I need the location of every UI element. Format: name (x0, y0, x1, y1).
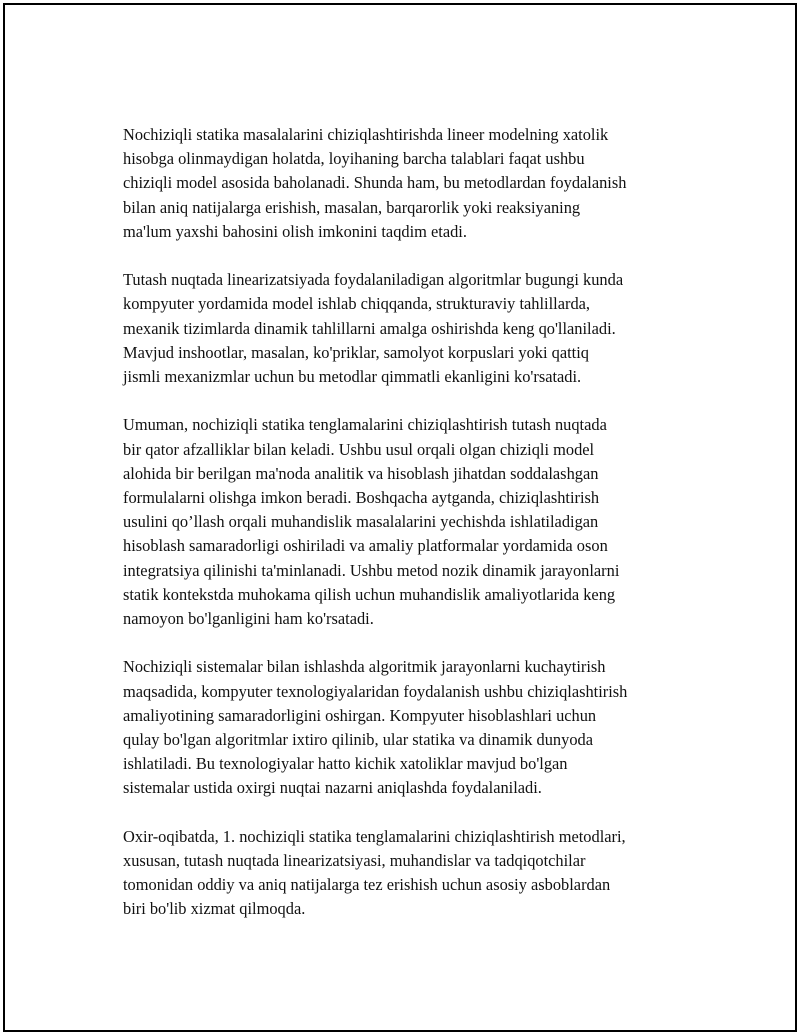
text-line: mexanik tizimlarda dinamik tahlillarni amalga oshirishda keng qo'llaniladi. (123, 318, 616, 338)
text-line: namoyon bo'lganligini ham ko'rsatadi. (123, 609, 374, 629)
text-line: Nochiziqli sistemalar bilan ishlashda algoritmik jarayonlarni kuchaytirish (123, 657, 606, 677)
text-line: jismli mexanizmlar uchun bu metodlar qimmatli ekanligini ko'rsatadi. (123, 367, 582, 387)
text-line: chiziqli model asosida baholanadi. Shunda ham, bu metodlardan foydalanish (123, 173, 627, 193)
text-line: formulalarni olishga imkon beradi. Boshqacha aytganda, chiziqlashtirish (123, 488, 600, 508)
text-line: biri bo'lib xizmat qilmoqda. (123, 899, 306, 919)
text-line: Mavjud inshootlar, masalan, ko'priklar, samolyot korpuslari yoki qattiq (123, 342, 589, 362)
text-line: amaliyotining samaradorligini oshirgan. Kompyuter hisoblashlari uchun (123, 705, 597, 725)
text-line: bilan aniq natijalarga erishish, masalan, barqarorlik yoki reaksiyaning (123, 197, 581, 217)
paragraph-3 (123, 413, 693, 631)
text-line: ma'lum yaxshi bahosini olish imkonini taqdim etadi. (123, 221, 467, 241)
text-line: Nochiziqli statika masalalarini chiziqlashtirishda lineer modelning xatolik (123, 125, 609, 144)
text-line: maqsadida, kompyuter texnologiyalaridan foydalanish ushbu chiziqlashtirish (123, 681, 628, 701)
text-line: xususan, tutash nuqtada linearizatsiyasi, muhandislar va tadqiqotchilar (123, 851, 586, 871)
paragraph-4 (123, 655, 693, 800)
text-line: ishlatiladi. Bu texnologiyalar hatto kichik xatoliklar mavjud bo'lgan (123, 754, 568, 774)
page-frame (3, 3, 797, 1032)
text-line: usulini qo’llash orqali muhandislik masalalarini yechishda ishlatiladigan (123, 512, 599, 532)
text-line: Tutash nuqtada linearizatsiyada foydalaniladigan algoritmlar bugungi kunda (123, 270, 624, 290)
text-line: hisobga olinmaydigan holatda, loyihaning barcha talablari faqat ushbu (123, 149, 585, 169)
text-line: kompyuter yordamida model ishlab chiqqanda, strukturaviy tahlillarda, (123, 294, 591, 314)
text-line: tomonidan oddiy va aniq natijalarga tez erishish uchun asosiy asboblardan (123, 875, 611, 895)
text-line: alohida bir berilgan ma'noda analitik va hisoblash jihatdan soddalashgan (123, 463, 599, 483)
text-line: hisoblash samaradorligi oshiriladi va amaliy platformalar yordamida oson (123, 536, 608, 556)
text-line: bir qator afzalliklar bilan keladi. Ushbu usul orqali olgan chiziqli model (123, 439, 595, 459)
paragraph-2 (123, 268, 693, 389)
text-line: qulay bo'lgan algoritmlar ixtiro qilinib, ular statika va dinamik dunyoda (123, 730, 593, 750)
paragraph-1 (123, 123, 693, 244)
text-line: integratsiya qilinishi ta'minlanadi. Ushbu metod nozik dinamik jarayonlarni (123, 560, 620, 580)
text-line: Umuman, nochiziqli statika tenglamalarini chiziqlashtirish tutash nuqtada (123, 415, 607, 435)
paragraph-5 (123, 825, 693, 922)
text-line: sistemalar ustida oxirgi nuqtai nazarni aniqlashda foydalaniladi. (123, 778, 542, 798)
text-line: statik kontekstda muhokama qilish uchun muhandislik amaliyotlarida keng (123, 584, 616, 604)
text-line: Oxir-oqibatda, 1. nochiziqli statika tenglamalarini chiziqlashtirish metodlari, (123, 826, 626, 846)
document-body (123, 123, 693, 946)
